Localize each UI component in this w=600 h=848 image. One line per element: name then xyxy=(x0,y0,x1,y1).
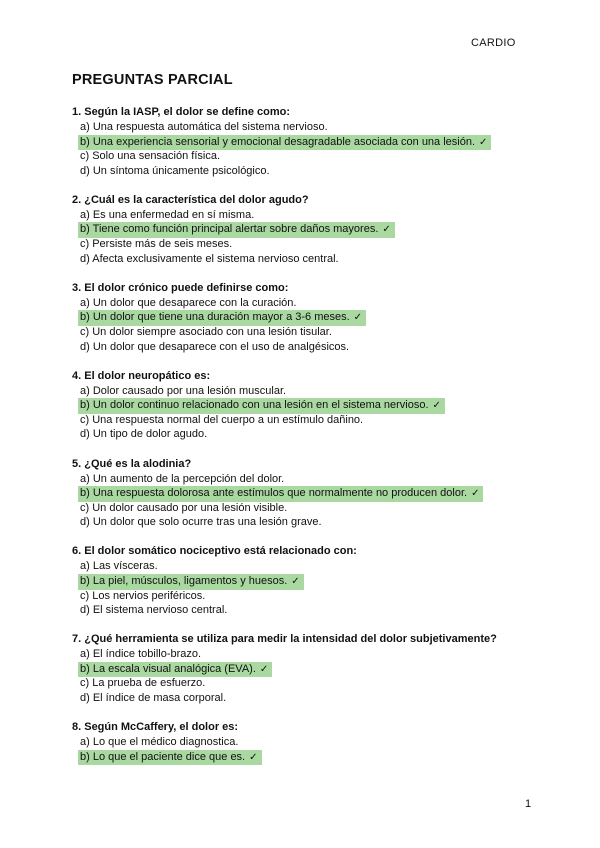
answer-option xyxy=(72,413,542,428)
question-text: 2. ¿Cuál es la característica del dolor agudo? xyxy=(72,193,309,206)
answer-option xyxy=(72,515,542,530)
answer-option xyxy=(72,735,542,750)
answer-text: b) La piel, músculos, ligamentos y huesos. xyxy=(80,574,288,587)
question-block xyxy=(72,281,542,354)
question-block xyxy=(72,193,542,266)
check-mark-icon: ✓ xyxy=(432,400,441,412)
answer-text: b) Una experiencia sensorial y emocional desagradable asociada con una lesión. xyxy=(80,135,476,148)
answer-text: c) La prueba de esfuerzo. xyxy=(80,677,206,690)
answer-option xyxy=(72,296,542,311)
answer-text: a) Un aumento de la percepción del dolor. xyxy=(80,472,285,485)
answer-text: b) Lo que el paciente dice que es. xyxy=(80,750,246,763)
answer-text: d) El sistema nervioso central. xyxy=(80,604,228,617)
answer-text: c) Solo una sensación física. xyxy=(80,150,221,163)
answer-text: a) Una respuesta automática del sistema nervioso. xyxy=(80,121,328,133)
answer-option xyxy=(72,472,542,487)
answer-option xyxy=(72,208,542,223)
answer-option xyxy=(72,149,542,164)
answer-text-wrap xyxy=(78,515,326,530)
correct-answer-option xyxy=(72,486,542,501)
answer-option xyxy=(72,559,542,574)
answer-highlight xyxy=(78,135,491,151)
correct-answer-option xyxy=(72,574,542,589)
answer-text-wrap xyxy=(78,384,290,399)
answer-text: a) Dolor causado por una lesión muscular. xyxy=(80,384,287,397)
check-mark-icon: ✓ xyxy=(471,488,480,500)
page-title: PREGUNTAS PARCIAL xyxy=(72,72,233,88)
answer-highlight xyxy=(78,486,483,502)
answer-text-wrap xyxy=(78,472,288,487)
answer-text: a) El índice tobillo-brazo. xyxy=(80,648,202,661)
answer-highlight xyxy=(78,310,366,326)
question-block xyxy=(72,632,542,705)
answer-text-wrap xyxy=(78,164,274,179)
answer-text: c) Un dolor causado por una lesión visible. xyxy=(80,501,288,514)
question-text: 8. Según McCaffery, el dolor es: xyxy=(72,721,239,734)
answer-option xyxy=(72,501,542,516)
question-text: 5. ¿Qué es la alodinia? xyxy=(72,457,192,470)
question-block xyxy=(72,544,542,617)
answer-text-wrap xyxy=(78,647,205,662)
question-block xyxy=(72,457,542,530)
answer-text: d) Un dolor que solo ocurre tras una lesión grave. xyxy=(80,516,322,529)
answer-highlight xyxy=(78,222,395,238)
check-mark-icon: ✓ xyxy=(249,751,258,763)
answer-text-wrap xyxy=(78,149,224,164)
answer-text-wrap xyxy=(78,559,162,574)
question-block xyxy=(72,105,542,178)
answer-text-wrap xyxy=(78,296,300,311)
page-number: 1 xyxy=(525,798,532,810)
answer-option xyxy=(72,325,542,340)
header-label: CARDIO xyxy=(471,37,516,49)
answer-text: a) Es una enfermedad en sí misma. xyxy=(80,208,255,221)
answer-highlight xyxy=(78,574,304,590)
answer-text: a) Las vísceras. xyxy=(80,560,158,573)
question-text: 4. El dolor neuropático es: xyxy=(72,369,211,382)
check-mark-icon: ✓ xyxy=(353,312,363,324)
answer-text: b) Un dolor continuo relacionado con una lesión en el sistema nervioso. xyxy=(80,399,429,412)
answer-text: a) Un dolor que desaparece con la curación. xyxy=(80,296,297,309)
answer-text: d) Un tipo de dolor agudo. xyxy=(80,428,208,441)
answer-text-wrap xyxy=(78,120,332,135)
answer-option xyxy=(72,120,542,135)
check-mark-icon: ✓ xyxy=(259,663,269,675)
answer-text-wrap xyxy=(78,603,231,618)
answer-text-wrap xyxy=(78,325,336,340)
answer-text: c) Los nervios periféricos. xyxy=(80,589,206,602)
correct-answer-option xyxy=(72,662,542,677)
answer-highlight xyxy=(78,750,262,766)
answer-option xyxy=(72,603,542,618)
correct-answer-option xyxy=(72,310,542,325)
correct-answer-option xyxy=(72,398,542,413)
answer-option xyxy=(72,252,542,267)
answer-option xyxy=(72,676,542,691)
answer-option xyxy=(72,340,542,355)
answer-text: d) Un síntoma únicamente psicológico. xyxy=(80,164,270,177)
answer-text-wrap xyxy=(78,691,230,706)
answer-text: d) Afecta exclusivamente el sistema nervioso central. xyxy=(80,252,339,265)
answer-option xyxy=(72,427,542,442)
answer-option xyxy=(72,384,542,399)
check-mark-icon: ✓ xyxy=(479,136,488,148)
answer-text: a) Lo que el médico diagnostica. xyxy=(80,736,239,749)
correct-answer-option xyxy=(72,135,542,150)
answer-text: d) Un dolor que desaparece con el uso de analgésicos. xyxy=(80,340,350,353)
question-block xyxy=(72,369,542,442)
answer-text-wrap xyxy=(78,427,211,442)
answer-text-wrap xyxy=(78,413,367,428)
answer-text: d) El índice de masa corporal. xyxy=(80,692,227,705)
correct-answer-option xyxy=(72,750,542,765)
answer-text-wrap xyxy=(78,252,343,267)
question-list xyxy=(72,105,542,779)
answer-option xyxy=(72,589,542,604)
question-text: 1. Según la IASP, el dolor se define como: xyxy=(72,106,291,118)
answer-option xyxy=(72,237,542,252)
answer-option xyxy=(72,164,542,179)
question-text: 6. El dolor somático nociceptivo está relacionado con: xyxy=(72,545,357,558)
question-text: 3. El dolor crónico puede definirse como: xyxy=(72,281,289,294)
answer-option xyxy=(72,691,542,706)
answer-text: c) Persiste más de seis meses. xyxy=(80,238,233,251)
answer-text: b) Tiene como función principal alertar sobre daños mayores. xyxy=(80,223,379,236)
answer-text-wrap xyxy=(78,237,236,252)
answer-text-wrap xyxy=(78,208,258,223)
answer-text: b) La escala visual analógica (EVA). xyxy=(80,662,256,675)
answer-text: b) Una respuesta dolorosa ante estímulos que normalmente no producen dolor. xyxy=(80,487,468,500)
check-mark-icon: ✓ xyxy=(382,224,391,236)
check-mark-icon: ✓ xyxy=(291,575,300,587)
answer-text-wrap xyxy=(78,735,242,750)
answer-text: b) Un dolor que tiene una duración mayor a 3-6 meses. xyxy=(80,311,350,324)
answer-text: c) Un dolor siempre asociado con una lesión tisular. xyxy=(80,325,332,338)
answer-option xyxy=(72,647,542,662)
answer-text-wrap xyxy=(78,501,291,516)
answer-text-wrap xyxy=(78,676,209,691)
answer-highlight xyxy=(78,398,445,414)
answer-text: c) Una respuesta normal del cuerpo a un estímulo dañino. xyxy=(80,413,364,426)
question-block xyxy=(72,720,542,764)
question-text: 7. ¿Qué herramienta se utiliza para medir la intensidad del dolor subjetivamente? xyxy=(72,633,497,646)
answer-highlight xyxy=(78,662,272,678)
correct-answer-option xyxy=(72,222,542,237)
answer-text-wrap xyxy=(78,589,209,604)
answer-text-wrap xyxy=(78,340,353,355)
